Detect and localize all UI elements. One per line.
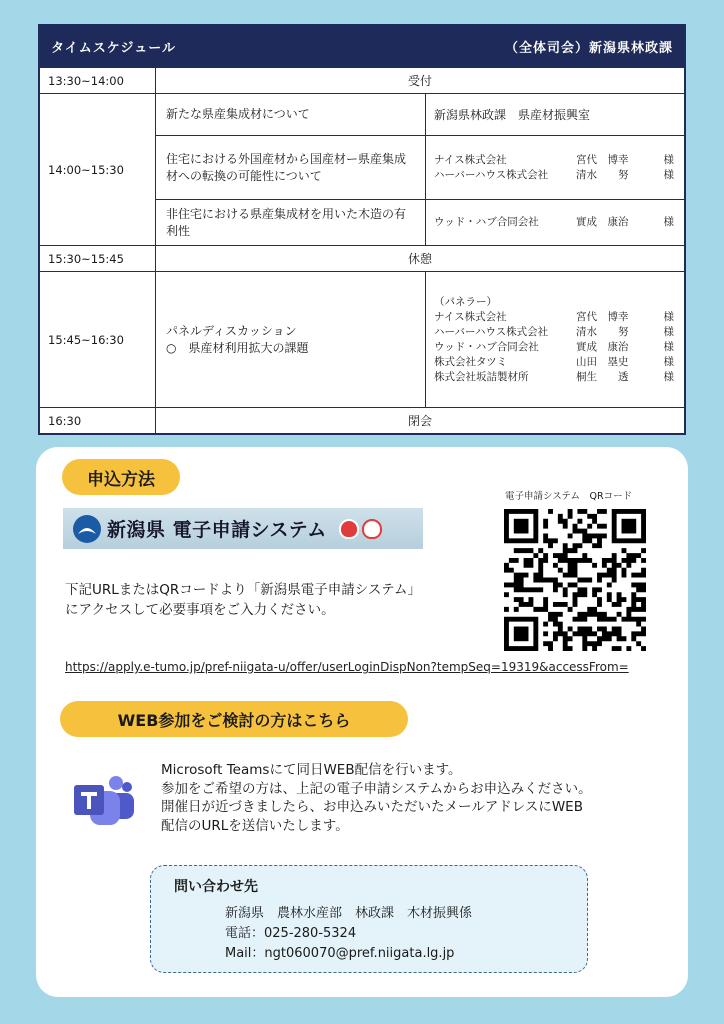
topic-cell: 新たな県産集成材について bbox=[156, 94, 426, 136]
topic-cell: 非住宅における県産集成材を用いた木造の有利性 bbox=[156, 200, 426, 246]
speaker-cell: 新潟県林政課 県産材振興室 bbox=[426, 94, 685, 136]
speaker-org: ハーバーハウス株式会社 bbox=[434, 325, 549, 338]
speaker-line bbox=[434, 310, 674, 325]
qr-label: 電子申請システム QRコード bbox=[505, 491, 633, 502]
web-text-line: 配信のURLを送信いたします。 bbox=[161, 817, 349, 834]
session-cell: 閉会 bbox=[156, 408, 685, 434]
speaker-honorific: 様 bbox=[663, 325, 674, 338]
info-panel bbox=[36, 447, 688, 997]
speaker-org: ナイス株式会社 bbox=[434, 153, 507, 166]
speaker-name: 宮代 博幸 bbox=[576, 153, 629, 166]
speaker-line bbox=[434, 370, 674, 385]
speaker-honorific: 様 bbox=[663, 340, 674, 353]
session-cell: 受付 bbox=[156, 68, 685, 94]
speaker-honorific: 様 bbox=[663, 168, 674, 181]
speaker-line bbox=[434, 153, 674, 168]
contact-details bbox=[225, 904, 472, 964]
panelist-label: （パネラー） bbox=[434, 295, 497, 308]
contact-email[interactable]: Mail：ngt060070@pref.niigata.lg.jp bbox=[225, 946, 455, 961]
schedule-table bbox=[39, 67, 685, 434]
speaker-name: 桐生 透 bbox=[576, 370, 629, 383]
banner-title: 新潟県 電子申請システム bbox=[107, 519, 327, 541]
qr-code-icon[interactable] bbox=[504, 509, 646, 651]
table-row bbox=[40, 272, 685, 408]
speaker-name: 清水 努 bbox=[576, 325, 629, 338]
speaker-cell bbox=[426, 200, 685, 246]
session-cell: 休憩 bbox=[156, 246, 685, 272]
schedule-title: タイムスケジュール bbox=[51, 40, 176, 56]
topic-cell: 住宅における外国産材から国産材ー県産集成材への転換の可能性について bbox=[156, 136, 426, 200]
time-cell: 15:45~16:30 bbox=[40, 272, 156, 408]
e-application-banner[interactable] bbox=[63, 508, 423, 549]
speaker-line bbox=[434, 168, 674, 183]
speaker-name: 實成 康治 bbox=[576, 340, 629, 353]
speaker-cell bbox=[426, 136, 685, 200]
speaker-org: ウッド・ハブ合同会社 bbox=[434, 216, 539, 228]
niigata-logo-icon bbox=[73, 515, 101, 543]
contact-box bbox=[150, 865, 588, 973]
speaker-org: 株式会社坂詰製材所 bbox=[434, 370, 529, 383]
topic-cell bbox=[156, 272, 426, 408]
panel-topic: パネルディスカッション bbox=[166, 323, 297, 338]
apply-url-link[interactable]: https://apply.e-tumo.jp/pref-niigata-u/offer/userLoginDispNon?tempSeq=19319&accessFrom= bbox=[65, 660, 629, 674]
speaker-name: 清水 努 bbox=[576, 168, 629, 181]
speaker-line bbox=[434, 355, 674, 370]
contact-dept: 新潟県 農林水産部 林政課 木材振興係 bbox=[225, 906, 473, 921]
speaker-line bbox=[434, 325, 674, 340]
speaker-org: 株式会社タツミ bbox=[434, 355, 508, 368]
speaker-name: 宮代 博幸 bbox=[576, 310, 629, 323]
web-description bbox=[161, 761, 681, 835]
microsoft-teams-icon bbox=[72, 773, 136, 829]
mascot-icon bbox=[339, 519, 382, 539]
web-text-line: 参加をご希望の方は、上記の電子申請システムからお申込みください。 bbox=[161, 780, 592, 797]
apply-heading: 申込方法 bbox=[62, 459, 180, 495]
time-cell: 14:00~15:30 bbox=[40, 94, 156, 246]
speaker-org: ナイス株式会社 bbox=[434, 310, 507, 323]
web-heading: WEB参加をご検討の方はこちら bbox=[60, 701, 408, 737]
contact-phone[interactable]: 電話：025-280-5324 bbox=[225, 926, 357, 941]
speaker-org: ハーバーハウス株式会社 bbox=[434, 168, 549, 181]
speaker-honorific: 様 bbox=[663, 370, 674, 383]
time-cell: 15:30~15:45 bbox=[40, 246, 156, 272]
speaker-honorific: 様 bbox=[663, 310, 674, 323]
apply-text-line: にアクセスして必要事項をご入力ください。 bbox=[65, 602, 335, 618]
table-row bbox=[40, 408, 685, 434]
apply-text-line: 下記URLまたはQRコードより「新潟県電子申請システム」 bbox=[65, 582, 421, 598]
time-cell: 13:30~14:00 bbox=[40, 68, 156, 94]
speaker-line bbox=[434, 215, 674, 230]
apply-instructions bbox=[65, 580, 485, 620]
speaker-honorific: 様 bbox=[663, 216, 674, 228]
table-row bbox=[40, 94, 685, 136]
panel-subtopic: ○ 県産材利用拡大の課題 bbox=[166, 340, 309, 355]
table-row bbox=[40, 246, 685, 272]
schedule-header bbox=[39, 25, 685, 67]
speaker-honorific: 様 bbox=[663, 153, 674, 166]
schedule-host: （全体司会）新潟県林政課 bbox=[504, 40, 673, 56]
time-cell: 16:30 bbox=[40, 408, 156, 434]
speaker-line bbox=[434, 340, 674, 355]
web-text-line: 開催日が近づきましたら、お申込みいただいたメールアドレスにWEB bbox=[161, 799, 583, 815]
speaker-honorific: 様 bbox=[663, 355, 674, 368]
contact-title: 問い合わせ先 bbox=[174, 879, 258, 895]
speaker-cell bbox=[426, 272, 685, 408]
schedule-table-container bbox=[38, 24, 686, 435]
speaker-name: 實成 康治 bbox=[576, 216, 629, 228]
speaker-org: ウッド・ハブ合同会社 bbox=[434, 340, 539, 353]
web-text-line: Microsoft Teamsにて同日WEB配信を行います。 bbox=[161, 762, 462, 778]
table-row bbox=[40, 68, 685, 94]
speaker-name: 山田 塁史 bbox=[576, 355, 629, 368]
